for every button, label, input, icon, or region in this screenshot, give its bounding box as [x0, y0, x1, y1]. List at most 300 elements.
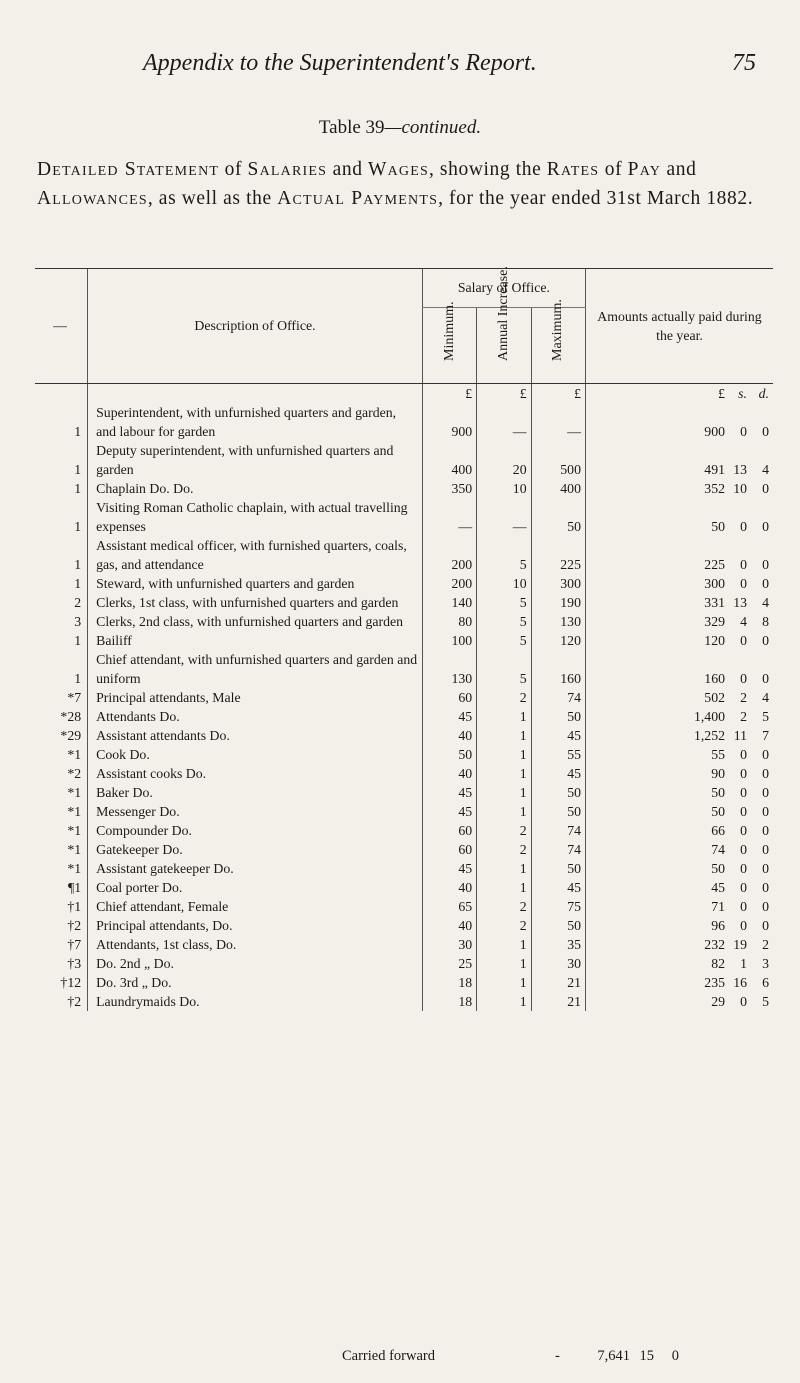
row-amount	[585, 612, 773, 631]
row-amount-shillings: 16	[733, 975, 747, 990]
row-description: Clerks, 1st class, with unfurnished quarters and garden	[88, 593, 423, 612]
row-number: *7	[67, 690, 82, 705]
row-annual-increase: 1	[477, 707, 531, 726]
column-header-number: —	[35, 269, 88, 384]
row-amount-pounds: 66	[711, 823, 725, 838]
row-number: 1	[74, 519, 82, 534]
row-number: *1	[67, 804, 82, 819]
row-description: Deputy superintendent, with unfurnished quarters and garden	[88, 441, 423, 479]
row-amount-pence: 0	[762, 766, 769, 781]
row-annual-increase: 2	[477, 821, 531, 840]
row-number: †2	[67, 918, 82, 933]
row-minimum: 60	[422, 840, 476, 859]
subtitle-part: of	[599, 159, 628, 180]
row-description: Visiting Roman Catholic chaplain, with actual travelling expenses	[88, 498, 423, 536]
row-maximum: 45	[531, 878, 585, 897]
table-row	[35, 897, 773, 916]
row-amount-shillings: 2	[740, 690, 747, 705]
subtitle-part: Salaries	[247, 159, 328, 180]
row-annual-increase: 1	[477, 783, 531, 802]
carried-forward-shillings: 15	[639, 1348, 654, 1364]
row-maximum: 50	[531, 498, 585, 536]
table-row	[35, 802, 773, 821]
row-amount	[585, 954, 773, 973]
row-maximum: 45	[531, 726, 585, 745]
row-minimum: 350	[422, 479, 476, 498]
row-amount-pounds: 329	[704, 614, 725, 629]
row-amount-pounds: 300	[704, 576, 725, 591]
row-amount-pounds: 1,400	[693, 709, 725, 724]
table-row	[35, 479, 773, 498]
row-minimum: 100	[422, 631, 476, 650]
row-description: Gatekeeper Do.	[88, 840, 423, 859]
row-number: 1	[74, 481, 82, 496]
row-minimum: 60	[422, 821, 476, 840]
row-amount-pounds: 900	[704, 424, 725, 439]
row-maximum: 130	[531, 612, 585, 631]
row-minimum: 40	[422, 878, 476, 897]
row-minimum: 40	[422, 916, 476, 935]
row-amount	[585, 859, 773, 878]
row-amount	[585, 631, 773, 650]
row-annual-increase: 2	[477, 916, 531, 935]
row-description: Do. 2nd „ Do.	[88, 954, 423, 973]
carried-forward-pounds: 7,641	[597, 1348, 630, 1364]
table-row	[35, 688, 773, 707]
table-row	[35, 783, 773, 802]
row-amount-pounds: 160	[704, 671, 725, 686]
row-annual-increase: 5	[477, 536, 531, 574]
row-amount	[585, 574, 773, 593]
row-number: †7	[67, 937, 82, 952]
row-amount-shillings: 0	[740, 424, 747, 439]
row-annual-increase: 1	[477, 802, 531, 821]
row-amount	[585, 726, 773, 745]
row-description: Clerks, 2nd class, with unfurnished quarters and garden	[88, 612, 423, 631]
table-row	[35, 498, 773, 536]
row-amount-pence: 0	[762, 576, 769, 591]
row-amount-pence: 0	[762, 671, 769, 686]
row-amount-pounds: 71	[711, 899, 725, 914]
row-amount-pence: 0	[762, 424, 769, 439]
row-amount-shillings: 0	[740, 861, 747, 876]
row-minimum: 140	[422, 593, 476, 612]
row-amount-pence: 0	[762, 899, 769, 914]
row-amount	[585, 935, 773, 954]
row-description: Messenger Do.	[88, 802, 423, 821]
table-row	[35, 574, 773, 593]
row-amount-pounds: 225	[704, 557, 725, 572]
row-maximum: 45	[531, 764, 585, 783]
row-amount-pence: 2	[762, 937, 769, 952]
row-maximum: 50	[531, 802, 585, 821]
row-annual-increase: 20	[477, 441, 531, 479]
row-amount	[585, 840, 773, 859]
row-annual-increase: 1	[477, 954, 531, 973]
table-row	[35, 612, 773, 631]
currency-minimum: £	[422, 384, 476, 404]
row-amount	[585, 764, 773, 783]
row-amount-pence: 4	[762, 462, 769, 477]
row-amount-pence: 5	[762, 994, 769, 1009]
row-annual-increase: 5	[477, 593, 531, 612]
row-annual-increase: 2	[477, 840, 531, 859]
column-header-description: Description of Office.	[88, 269, 423, 384]
page-number: 75	[732, 50, 756, 76]
row-number: *28	[60, 709, 82, 724]
row-amount-pence: 0	[762, 633, 769, 648]
row-amount-shillings: 0	[740, 918, 747, 933]
row-amount-pounds: 96	[711, 918, 725, 933]
subtitle-part: and	[661, 159, 697, 180]
row-number: 1	[74, 633, 82, 648]
row-amount-shillings: 0	[740, 671, 747, 686]
subtitle-part: Rates	[546, 159, 600, 180]
row-minimum: 18	[422, 973, 476, 992]
row-amount-pence: 0	[762, 823, 769, 838]
carried-forward-pence: 0	[671, 1348, 679, 1364]
row-number: 1	[74, 424, 82, 439]
row-annual-increase: 5	[477, 631, 531, 650]
row-minimum: 200	[422, 536, 476, 574]
row-amount-shillings: 10	[733, 481, 747, 496]
row-amount-pence: 5	[762, 709, 769, 724]
row-minimum: 400	[422, 441, 476, 479]
row-amount-shillings: 0	[740, 576, 747, 591]
row-maximum: 300	[531, 574, 585, 593]
row-minimum: 30	[422, 935, 476, 954]
row-amount-pounds: 55	[711, 747, 725, 762]
row-description: Steward, with unfurnished quarters and garden	[88, 574, 423, 593]
row-minimum: 900	[422, 403, 476, 441]
row-maximum: 21	[531, 992, 585, 1011]
row-annual-increase: —	[477, 498, 531, 536]
row-amount-shillings: 4	[740, 614, 747, 629]
table-row	[35, 840, 773, 859]
row-annual-increase: 1	[477, 992, 531, 1011]
row-amount-pounds: 29	[711, 994, 725, 1009]
row-maximum: 50	[531, 783, 585, 802]
subtitle-part: , as well as the	[147, 188, 278, 209]
row-amount	[585, 403, 773, 441]
row-number: ¶1	[67, 880, 82, 895]
column-header-maximum-label: Maximum.	[550, 299, 566, 361]
row-description: Chief attendant, with unfurnished quarters and garden and uniform	[88, 650, 423, 688]
row-description: Principal attendants, Do.	[88, 916, 423, 935]
row-amount-shillings: 0	[740, 633, 747, 648]
row-amount-shillings: 0	[740, 823, 747, 838]
currency-maximum: £	[531, 384, 585, 404]
subtitle-part: and	[327, 159, 369, 180]
row-number: 1	[74, 576, 82, 591]
row-description: Laundrymaids Do.	[88, 992, 423, 1011]
row-amount-pounds: 90	[711, 766, 725, 781]
table-row	[35, 821, 773, 840]
row-annual-increase: 1	[477, 973, 531, 992]
row-amount-shillings: 19	[733, 937, 747, 952]
row-amount-shillings: 13	[733, 595, 747, 610]
row-amount-shillings: 0	[740, 842, 747, 857]
row-amount-shillings: 0	[740, 785, 747, 800]
row-number: 1	[74, 462, 82, 477]
row-amount	[585, 802, 773, 821]
row-number: *1	[67, 747, 82, 762]
row-amount-shillings: 1	[740, 956, 747, 971]
row-maximum: 400	[531, 479, 585, 498]
row-amount-shillings: 11	[733, 728, 747, 743]
row-amount	[585, 650, 773, 688]
row-amount-shillings: 0	[740, 519, 747, 534]
table-row	[35, 859, 773, 878]
subtitle-part: Pay	[627, 159, 662, 180]
column-header-annual-increase-label: Annual Increase.	[495, 266, 511, 361]
row-minimum: 65	[422, 897, 476, 916]
currency-pounds: £	[718, 386, 725, 401]
row-amount-pence: 0	[762, 880, 769, 895]
subtitle-part: , showing the	[428, 159, 547, 180]
row-annual-increase: 10	[477, 574, 531, 593]
row-amount-pence: 4	[762, 595, 769, 610]
row-annual-increase: 5	[477, 650, 531, 688]
row-amount	[585, 992, 773, 1011]
row-annual-increase: 2	[477, 688, 531, 707]
table-row	[35, 745, 773, 764]
row-maximum: 160	[531, 650, 585, 688]
row-amount-pence: 0	[762, 747, 769, 762]
row-maximum: 74	[531, 840, 585, 859]
row-amount-pence: 0	[762, 804, 769, 819]
row-maximum: 190	[531, 593, 585, 612]
row-amount-pence: 7	[762, 728, 769, 743]
column-header-minimum-label: Minimum.	[441, 301, 457, 361]
row-amount-pounds: 45	[711, 880, 725, 895]
row-number: 2	[74, 595, 82, 610]
row-amount-pence: 0	[762, 785, 769, 800]
carried-forward-label: Carried forward	[342, 1348, 435, 1364]
row-number: *1	[67, 861, 82, 876]
column-header-salary: Salary of Office.	[422, 269, 585, 308]
table-row	[35, 403, 773, 441]
row-description: Superintendent, with unfurnished quarters and garden, and labour for garden	[88, 403, 423, 441]
subtitle-part: of	[219, 159, 248, 180]
column-header-maximum	[531, 299, 585, 384]
table-title-main: Table 39	[318, 117, 385, 138]
column-header-minimum	[422, 301, 476, 384]
table-row	[35, 954, 773, 973]
table-row	[35, 916, 773, 935]
row-annual-increase: 10	[477, 479, 531, 498]
row-description: Compounder Do.	[88, 821, 423, 840]
subtitle-part: Allowances	[37, 188, 148, 209]
row-number: 1	[74, 557, 82, 572]
row-description: Chief attendant, Female	[88, 897, 423, 916]
row-minimum: 40	[422, 726, 476, 745]
row-maximum: 35	[531, 935, 585, 954]
row-amount-pence: 4	[762, 690, 769, 705]
row-minimum: 45	[422, 859, 476, 878]
subtitle-part: Detailed Statement	[37, 159, 220, 180]
row-description: Baker Do.	[88, 783, 423, 802]
row-amount	[585, 821, 773, 840]
row-amount-pence: 3	[762, 956, 769, 971]
row-description: Assistant cooks Do.	[88, 764, 423, 783]
row-annual-increase: 2	[477, 897, 531, 916]
row-amount-pence: 0	[762, 861, 769, 876]
row-amount	[585, 878, 773, 897]
row-number: *2	[67, 766, 82, 781]
row-amount-pounds: 1,252	[693, 728, 725, 743]
row-description: Cook Do.	[88, 745, 423, 764]
row-amount-pence: 0	[762, 842, 769, 857]
row-maximum: 75	[531, 897, 585, 916]
row-annual-increase: 1	[477, 745, 531, 764]
row-amount	[585, 745, 773, 764]
row-description: Bailiff	[88, 631, 423, 650]
currency-amount	[585, 384, 773, 404]
row-maximum: 120	[531, 631, 585, 650]
row-maximum: 30	[531, 954, 585, 973]
row-minimum: 130	[422, 650, 476, 688]
row-amount-pounds: 491	[704, 462, 725, 477]
row-maximum: 21	[531, 973, 585, 992]
row-amount-pounds: 235	[704, 975, 725, 990]
row-amount-shillings: 0	[740, 804, 747, 819]
row-amount	[585, 973, 773, 992]
row-number: †2	[67, 994, 82, 1009]
row-minimum: 25	[422, 954, 476, 973]
currency-row	[35, 384, 773, 404]
row-amount-pence: 0	[762, 519, 769, 534]
row-number: *1	[67, 823, 82, 838]
page-header	[0, 50, 800, 90]
row-annual-increase: 1	[477, 878, 531, 897]
table-row	[35, 441, 773, 479]
row-minimum: —	[422, 498, 476, 536]
row-amount-shillings: 0	[740, 994, 747, 1009]
row-number: *29	[60, 728, 82, 743]
row-number: †1	[67, 899, 82, 914]
row-amount-shillings: 2	[740, 709, 747, 724]
table-row	[35, 593, 773, 612]
row-minimum: 60	[422, 688, 476, 707]
row-amount-shillings: 0	[740, 766, 747, 781]
row-annual-increase: 1	[477, 935, 531, 954]
row-number: *1	[67, 785, 82, 800]
row-amount	[585, 498, 773, 536]
row-annual-increase: —	[477, 403, 531, 441]
row-annual-increase: 1	[477, 726, 531, 745]
row-amount-pounds: 50	[711, 785, 725, 800]
column-header-amounts: Amounts actually paid during the year.	[585, 269, 773, 384]
currency-increase: £	[477, 384, 531, 404]
row-amount-pounds: 352	[704, 481, 725, 496]
row-minimum: 45	[422, 802, 476, 821]
row-annual-increase: 1	[477, 764, 531, 783]
row-minimum: 80	[422, 612, 476, 631]
row-amount-pounds: 120	[704, 633, 725, 648]
currency-pence: d.	[758, 386, 769, 401]
row-amount-pounds: 82	[711, 956, 725, 971]
table-row	[35, 726, 773, 745]
row-description: Principal attendants, Male	[88, 688, 423, 707]
row-amount-shillings: 0	[740, 747, 747, 762]
row-number: 1	[74, 671, 82, 686]
carried-forward-dash: -	[555, 1348, 560, 1364]
table-row	[35, 536, 773, 574]
table-row	[35, 992, 773, 1011]
row-amount	[585, 536, 773, 574]
row-maximum: 225	[531, 536, 585, 574]
row-number: 3	[74, 614, 82, 629]
row-description: Assistant gatekeeper Do.	[88, 859, 423, 878]
row-amount-pence: 0	[762, 557, 769, 572]
row-minimum: 40	[422, 764, 476, 783]
row-amount-pence: 0	[762, 918, 769, 933]
row-amount-pounds: 232	[704, 937, 725, 952]
subtitle-part: Actual Payments	[277, 188, 439, 209]
row-amount-shillings: 0	[740, 880, 747, 895]
row-amount	[585, 916, 773, 935]
row-amount-pence: 6	[762, 975, 769, 990]
row-amount-pounds: 502	[704, 690, 725, 705]
running-title: Appendix to the Superintendent's Report.	[143, 50, 537, 76]
row-description: Coal porter Do.	[88, 878, 423, 897]
row-minimum: 18	[422, 992, 476, 1011]
row-number: *1	[67, 842, 82, 857]
row-amount	[585, 479, 773, 498]
row-number: †12	[60, 975, 82, 990]
row-number: †3	[67, 956, 82, 971]
subtitle-part: Wages	[368, 159, 429, 180]
row-description: Attendants Do.	[88, 707, 423, 726]
row-annual-increase: 1	[477, 859, 531, 878]
row-minimum: 45	[422, 783, 476, 802]
row-amount	[585, 783, 773, 802]
row-amount-shillings: 0	[740, 899, 747, 914]
row-amount	[585, 707, 773, 726]
row-description: Do. 3rd „ Do.	[88, 973, 423, 992]
table-row	[35, 707, 773, 726]
table-row	[35, 650, 773, 688]
table-title	[0, 117, 800, 139]
subtitle-part: , for the year ended 31st March 1882.	[438, 188, 754, 209]
row-amount	[585, 688, 773, 707]
row-maximum: 55	[531, 745, 585, 764]
row-maximum: —	[531, 403, 585, 441]
row-amount	[585, 897, 773, 916]
row-maximum: 74	[531, 821, 585, 840]
table-subtitle	[37, 155, 777, 213]
row-maximum: 74	[531, 688, 585, 707]
table-row	[35, 935, 773, 954]
row-amount-pounds: 74	[711, 842, 725, 857]
row-amount-shillings: 13	[733, 462, 747, 477]
row-amount	[585, 593, 773, 612]
table-row	[35, 764, 773, 783]
row-maximum: 50	[531, 916, 585, 935]
row-amount-pounds: 50	[711, 519, 725, 534]
row-minimum: 50	[422, 745, 476, 764]
row-amount-pounds: 331	[704, 595, 725, 610]
table-row	[35, 631, 773, 650]
row-description: Chaplain Do. Do.	[88, 479, 423, 498]
row-amount	[585, 441, 773, 479]
row-amount-pence: 0	[762, 481, 769, 496]
row-annual-increase: 5	[477, 612, 531, 631]
row-amount-shillings: 0	[740, 557, 747, 572]
row-description: Assistant medical officer, with furnished quarters, coals, gas, and attendance	[88, 536, 423, 574]
row-maximum: 50	[531, 859, 585, 878]
